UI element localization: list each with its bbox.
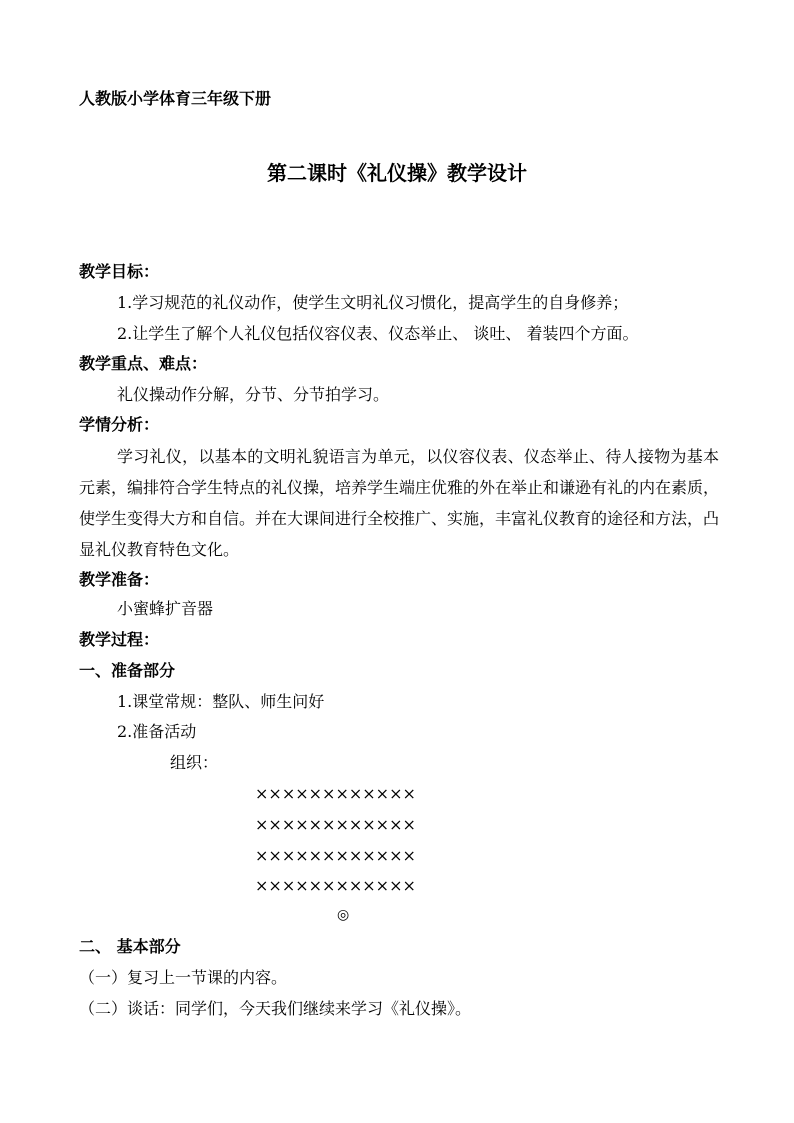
preparation-text: 小蜜蜂扩音器 [117,599,214,618]
formation-row: ×××××××××××× [255,846,416,865]
goal-item-1: 1.学习规范的礼仪动作，使学生文明礼仪习惯化，提高学生的自身修养； [117,293,629,312]
analysis-heading: 学情分析： [79,415,160,434]
preparation-heading: 教学准备： [79,570,160,589]
goal-item-2: 2.让学生了解个人礼仪包括仪容仪表、仪态举止、 谈吐、 着装四个方面。 [117,324,639,343]
goals-heading: 教学目标： [79,262,160,281]
part1-item-1: 1.课堂常规：整队、师生问好 [117,692,325,711]
part2-item-1: （一）复习上一节课的内容。 [79,968,288,987]
analysis-paragraph: 学习礼仪，以基本的文明礼貌语言为单元，以仪容仪表、仪态举止、待人接物为基本元素，编排符合学生特点的礼仪操，培养学生端庄优雅的外在举止和谦逊有礼的内在素质，使学生变得大方和自信。并在大课间进行全校推广、实施，丰富礼仪教育的途径和方法，凸显礼仪教育特色文化。 [79,447,720,559]
process-heading: 教学过程： [79,630,160,649]
key-points-text: 礼仪操动作分解，分节、分节拍学习。 [117,385,390,404]
teacher-position-mark: ◎ [337,907,350,923]
part1-heading: 一、准备部分 [79,661,176,680]
part2-item-2: （二）谈话：同学们，今天我们继续来学习《礼仪操》。 [79,999,472,1018]
formation-row: ×××××××××××× [255,815,416,834]
formation-row: ×××××××××××× [255,784,416,803]
formation-row: ×××××××××××× [255,876,416,895]
document-header: 人教版小学体育三年级下册 [79,89,272,108]
key-points-heading: 教学重点、难点： [79,354,208,373]
document-title: 第二课时《礼仪操》教学设计 [267,161,527,185]
part1-item-2: 2.准备活动 [117,722,197,741]
part2-heading: 二、 基本部分 [79,937,181,956]
organize-label: 组织： [170,753,219,772]
